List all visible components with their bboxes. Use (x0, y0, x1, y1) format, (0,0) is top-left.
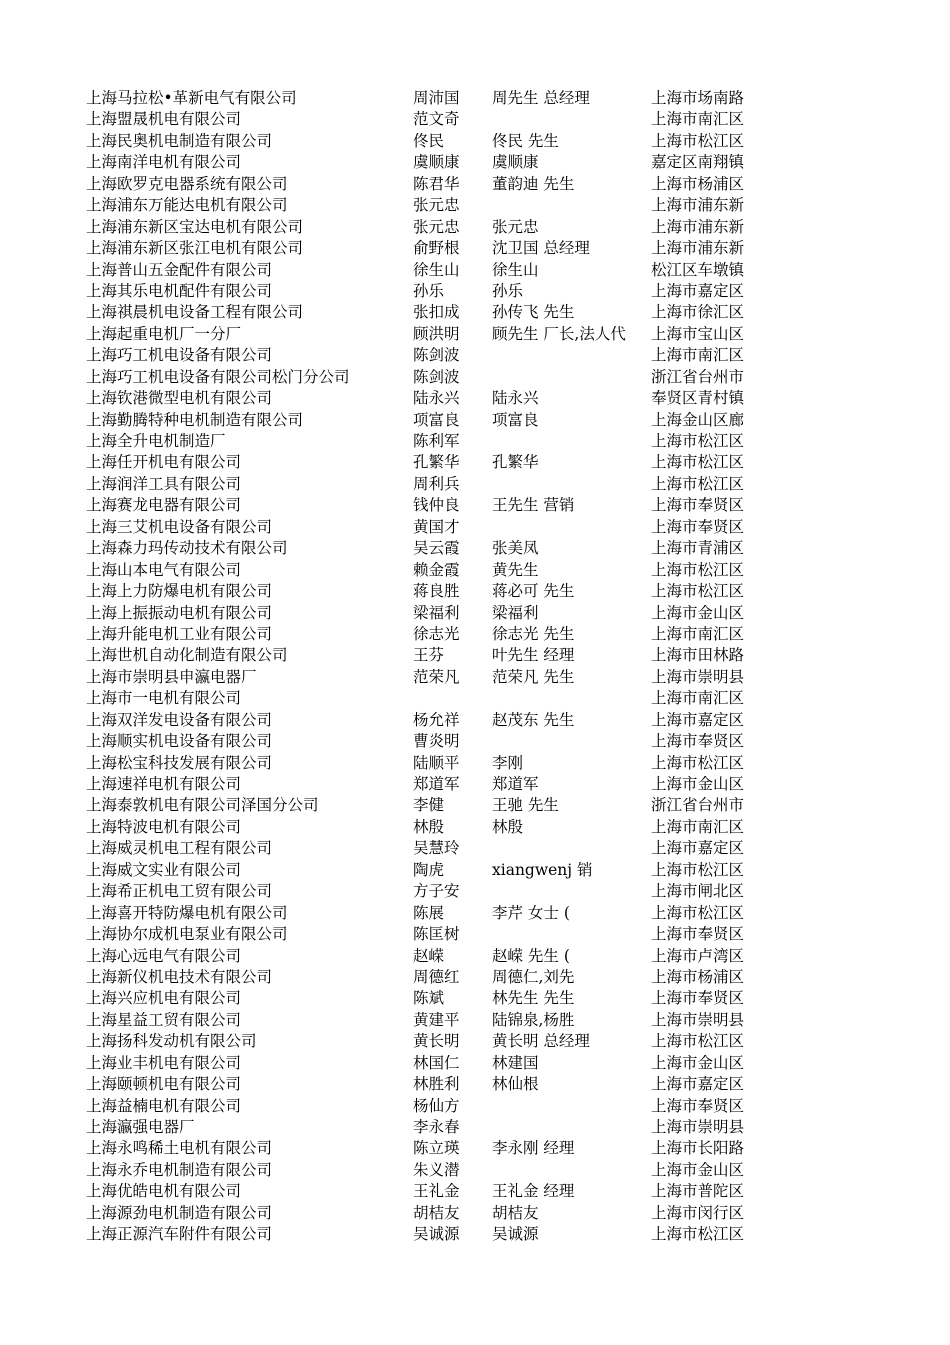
company-name-cell: 上海威文实业有限公司 (86, 860, 242, 879)
legal-rep-cell: 陈立瑛 (413, 1139, 460, 1158)
address-cell: 上海金山区廊 (651, 410, 745, 429)
company-name-cell: 上海浦东新区张江电机有限公司 (86, 239, 304, 258)
address-cell: 奉贤区青村镇 (651, 389, 745, 408)
address-cell: 上海市松江区 (651, 860, 745, 879)
contact-cell: 项富良 (492, 410, 539, 429)
company-name-cell: 上海永鸣稀土电机有限公司 (86, 1139, 273, 1158)
table-row (0, 174, 950, 195)
legal-rep-cell: 陆永兴 (413, 389, 460, 408)
legal-rep-cell: 项富良 (413, 410, 460, 429)
address-cell: 上海市青浦区 (651, 539, 745, 558)
contact-cell: 林殷 (492, 817, 524, 836)
legal-rep-cell: 方子安 (413, 882, 460, 901)
company-name-cell: 上海协尔成机电泵业有限公司 (86, 925, 288, 944)
address-cell: 嘉定区南翔镇 (651, 153, 745, 172)
table-row (0, 431, 950, 452)
contact-cell: 李永刚 经理 (492, 1139, 575, 1158)
table-row (0, 88, 950, 109)
table-row (0, 1224, 950, 1245)
address-cell: 上海市崇明县 (651, 1118, 745, 1136)
contact-cell: 周德仁,刘先 (492, 967, 575, 986)
company-name-cell: 上海钦港微型电机有限公司 (86, 389, 273, 408)
table-row (0, 452, 950, 473)
table-row (0, 152, 950, 173)
table-row (0, 710, 950, 731)
contact-cell: 赵茂东 先生 (492, 710, 575, 729)
table-row (0, 1053, 950, 1074)
legal-rep-cell: 陶虎 (413, 860, 445, 879)
contact-cell: 黄先生 (492, 560, 539, 579)
contact-cell: 王驰 先生 (492, 796, 559, 815)
contact-cell: 叶先生 经理 (492, 646, 575, 665)
table-row (0, 281, 950, 302)
company-name-cell: 上海浦东新区宝达电机有限公司 (86, 217, 304, 236)
company-name-cell: 上海马拉松•革新电气有限公司 (86, 89, 297, 107)
contact-cell: 黄长明 总经理 (492, 1032, 590, 1051)
company-name-cell: 上海欧罗克电器系统有限公司 (86, 174, 288, 193)
legal-rep-cell: 黄长明 (413, 1032, 460, 1051)
company-name-cell: 上海南洋电机有限公司 (86, 153, 242, 172)
company-name-cell: 上海任开机电有限公司 (86, 453, 242, 472)
table-row (0, 946, 950, 967)
legal-rep-cell: 林殷 (413, 817, 445, 836)
legal-rep-cell: 李永春 (413, 1118, 460, 1136)
company-name-cell: 上海民奥机电制造有限公司 (86, 131, 273, 150)
table-row (0, 324, 950, 345)
address-cell: 上海市松江区 (651, 560, 745, 579)
address-cell: 上海市南汇区 (651, 689, 745, 708)
table-row (0, 260, 950, 281)
address-cell: 上海市南汇区 (651, 817, 745, 836)
address-cell: 上海市松江区 (651, 753, 745, 772)
table-row (0, 109, 950, 130)
legal-rep-cell: 佟民 (413, 131, 445, 150)
company-name-cell: 上海起重电机厂一分厂 (86, 324, 242, 343)
contact-cell: 吴诚源 (492, 1225, 539, 1244)
company-name-cell: 上海市崇明县申瀛电器厂 (86, 667, 257, 686)
table-row (0, 217, 950, 238)
address-cell: 上海市浦东新 (651, 217, 745, 236)
legal-rep-cell: 陈君华 (413, 174, 460, 193)
address-cell: 上海市南汇区 (651, 624, 745, 643)
legal-rep-cell: 陈剑波 (413, 367, 460, 386)
company-name-cell: 上海业丰机电有限公司 (86, 1053, 242, 1072)
table-row (0, 1031, 950, 1052)
contact-cell: 顾先生 厂长,法人代 (492, 324, 626, 343)
address-cell: 上海市长阳路 (651, 1139, 745, 1158)
contact-cell: 王礼金 经理 (492, 1182, 575, 1201)
table-row (0, 131, 950, 152)
address-cell: 上海市闵行区 (651, 1203, 745, 1222)
legal-rep-cell: 朱义潜 (413, 1160, 460, 1179)
company-name-cell: 上海星益工贸有限公司 (86, 1010, 242, 1029)
company-name-cell: 上海浦东万能达电机有限公司 (86, 196, 288, 215)
table-row (0, 817, 950, 838)
company-name-cell: 上海速祥电机有限公司 (86, 775, 242, 793)
legal-rep-cell: 徐生山 (413, 260, 460, 279)
company-name-cell: 上海顺实机电设备有限公司 (86, 732, 273, 751)
table-row (0, 410, 950, 431)
table-row (0, 517, 950, 538)
company-name-cell: 上海上力防爆电机有限公司 (86, 582, 273, 601)
address-cell: 上海市徐汇区 (651, 303, 745, 322)
address-cell: 上海市松江区 (651, 131, 745, 150)
address-cell: 上海市奉贤区 (651, 732, 745, 751)
company-name-cell: 上海祺晨机电设备工程有限公司 (86, 303, 304, 322)
contact-cell: 郑道军 (492, 775, 539, 793)
contact-cell: 范荣凡 先生 (492, 667, 575, 686)
contact-cell: 赵嵘 先生 ( (492, 946, 570, 965)
contact-cell: 李刚 (492, 753, 524, 772)
address-cell: 上海市南汇区 (651, 346, 745, 365)
company-name-cell: 上海新仪机电技术有限公司 (86, 967, 273, 986)
contact-cell: 张元忠 (492, 217, 539, 236)
table-row (0, 538, 950, 559)
company-name-cell: 上海希正机电工贸有限公司 (86, 882, 273, 901)
address-cell: 上海市金山区 (651, 1053, 745, 1072)
table-row (0, 1117, 950, 1138)
contact-cell: 陆永兴 (492, 389, 539, 408)
address-cell: 上海市奉贤区 (651, 989, 745, 1008)
table-row (0, 1010, 950, 1031)
legal-rep-cell: 王芬 (413, 646, 445, 665)
table-row (0, 667, 950, 688)
address-cell: 上海市金山区 (651, 1160, 745, 1179)
legal-rep-cell: 蒋良胜 (413, 582, 460, 601)
company-name-cell: 上海优皓电机有限公司 (86, 1182, 242, 1201)
company-name-cell: 上海上振振动电机有限公司 (86, 603, 273, 622)
table-row (0, 1138, 950, 1159)
legal-rep-cell: 郑道军 (413, 775, 460, 793)
company-name-cell: 上海永乔电机制造有限公司 (86, 1160, 273, 1179)
address-cell: 上海市松江区 (651, 432, 745, 450)
address-cell: 浙江省台州市 (651, 796, 745, 815)
address-cell: 上海市松江区 (651, 903, 745, 922)
legal-rep-cell: 陈斌 (413, 989, 445, 1008)
address-cell: 上海市场南路 (651, 89, 745, 107)
legal-rep-cell: 杨仙方 (413, 1096, 460, 1115)
table-row (0, 1096, 950, 1117)
company-name-cell: 上海赛龙电器有限公司 (86, 496, 242, 515)
table-row (0, 688, 950, 709)
address-cell: 上海市宝山区 (651, 324, 745, 343)
contact-cell: 孙传飞 先生 (492, 303, 575, 322)
legal-rep-cell: 陈匡树 (413, 925, 460, 944)
legal-rep-cell: 陆顺平 (413, 753, 460, 772)
address-cell: 上海市闸北区 (651, 882, 745, 901)
company-name-cell: 上海普山五金配件有限公司 (86, 260, 273, 279)
address-cell: 上海市杨浦区 (651, 967, 745, 986)
company-name-cell: 上海喜开特防爆电机有限公司 (86, 903, 288, 922)
legal-rep-cell: 黄国才 (413, 517, 460, 536)
table-row (0, 881, 950, 902)
table-row (0, 988, 950, 1009)
legal-rep-cell: 张元忠 (413, 196, 460, 215)
legal-rep-cell: 吴诚源 (413, 1225, 460, 1244)
legal-rep-cell: 赵嵘 (413, 946, 445, 965)
address-cell: 上海市卢湾区 (651, 946, 745, 965)
address-cell: 上海市嘉定区 (651, 1075, 745, 1094)
contact-cell: 孔繁华 (492, 453, 539, 472)
address-cell: 上海市金山区 (651, 775, 745, 793)
legal-rep-cell: 孔繁华 (413, 453, 460, 472)
company-name-cell: 上海兴应机电有限公司 (86, 989, 242, 1008)
contact-cell: 胡桔友 (492, 1203, 539, 1222)
company-name-cell: 上海益楠电机有限公司 (86, 1096, 242, 1115)
address-cell: 上海市杨浦区 (651, 174, 745, 193)
address-cell: 上海市金山区 (651, 603, 745, 622)
company-name-cell: 上海市一电机有限公司 (86, 689, 242, 708)
legal-rep-cell: 梁福利 (413, 603, 460, 622)
contact-cell: 张美凤 (492, 539, 539, 558)
address-cell: 上海市普陀区 (651, 1182, 745, 1201)
contact-cell: 董韵迪 先生 (492, 174, 575, 193)
legal-rep-cell: 周沛国 (413, 89, 460, 107)
legal-rep-cell: 王礼金 (413, 1182, 460, 1201)
legal-rep-cell: 赖金霞 (413, 560, 460, 579)
contact-cell: 徐生山 (492, 260, 539, 279)
legal-rep-cell: 陈展 (413, 903, 445, 922)
legal-rep-cell: 陈利军 (413, 432, 460, 450)
address-cell: 上海市浦东新 (651, 239, 745, 258)
company-name-cell: 上海心远电气有限公司 (86, 946, 242, 965)
company-name-cell: 上海润洋工具有限公司 (86, 474, 242, 493)
company-name-cell: 上海松宝科技发展有限公司 (86, 753, 273, 772)
table-row (0, 195, 950, 216)
table-row (0, 388, 950, 409)
legal-rep-cell: 林胜利 (413, 1075, 460, 1094)
address-cell: 上海市嘉定区 (651, 839, 745, 858)
table-row (0, 967, 950, 988)
address-cell: 上海市南汇区 (651, 110, 745, 129)
table-row (0, 474, 950, 495)
table-row (0, 560, 950, 581)
table-row (0, 581, 950, 602)
address-cell: 上海市田林路 (651, 646, 745, 665)
table-row (0, 903, 950, 924)
company-name-cell: 上海巧工机电设备有限公司 (86, 346, 273, 365)
address-cell: 上海市浦东新 (651, 196, 745, 215)
company-name-cell: 上海勤腾特种电机制造有限公司 (86, 410, 304, 429)
company-name-cell: 上海世机自动化制造有限公司 (86, 646, 288, 665)
address-cell: 松江区车墩镇 (651, 260, 745, 279)
address-cell: 上海市松江区 (651, 1032, 745, 1051)
legal-rep-cell: 范文奇 (413, 110, 460, 129)
legal-rep-cell: 杨允祥 (413, 710, 460, 729)
company-list-sheet (0, 88, 950, 1246)
legal-rep-cell: 张元忠 (413, 217, 460, 236)
contact-cell: 虞顺康 (492, 153, 539, 172)
address-cell: 上海市松江区 (651, 582, 745, 601)
contact-cell: 陆锦泉,杨胜 (492, 1010, 575, 1029)
legal-rep-cell: 黄建平 (413, 1010, 460, 1029)
address-cell: 浙江省台州市 (651, 367, 745, 386)
legal-rep-cell: 顾洪明 (413, 324, 460, 343)
legal-rep-cell: 虞顺康 (413, 153, 460, 172)
company-name-cell: 上海扬科发动机有限公司 (86, 1032, 257, 1051)
table-row (0, 645, 950, 666)
legal-rep-cell: 范荣凡 (413, 667, 460, 686)
company-name-cell: 上海三艾机电设备有限公司 (86, 517, 273, 536)
address-cell: 上海市奉贤区 (651, 496, 745, 515)
table-row (0, 302, 950, 323)
contact-cell: 林仙根 (492, 1075, 539, 1094)
company-name-cell: 上海全升电机制造厂 (86, 432, 226, 450)
legal-rep-cell: 吴慧玲 (413, 839, 460, 858)
table-row (0, 731, 950, 752)
table-row (0, 345, 950, 366)
contact-cell: 林建国 (492, 1053, 539, 1072)
address-cell: 上海市奉贤区 (651, 925, 745, 944)
table-row (0, 495, 950, 516)
company-name-cell: 上海双洋发电设备有限公司 (86, 710, 273, 729)
address-cell: 上海市松江区 (651, 1225, 745, 1244)
company-name-cell: 上海山本电气有限公司 (86, 560, 242, 579)
table-row (0, 1074, 950, 1095)
legal-rep-cell: 周德红 (413, 967, 460, 986)
contact-cell: 梁福利 (492, 603, 539, 622)
company-name-cell: 上海瀛强电器厂 (86, 1118, 195, 1136)
legal-rep-cell: 林国仁 (413, 1053, 460, 1072)
contact-cell: 周先生 总经理 (492, 89, 590, 107)
legal-rep-cell: 孙乐 (413, 281, 445, 300)
company-name-cell: 上海巧工机电设备有限公司松门分公司 (86, 367, 350, 386)
contact-cell: 蒋必可 先生 (492, 582, 575, 601)
table-row (0, 1181, 950, 1202)
legal-rep-cell: 周利兵 (413, 474, 460, 493)
company-name-cell: 上海森力玛传动技术有限公司 (86, 539, 288, 558)
table-row (0, 603, 950, 624)
address-cell: 上海市崇明县 (651, 1010, 745, 1029)
company-name-cell: 上海源劲电机制造有限公司 (86, 1203, 273, 1222)
address-cell: 上海市松江区 (651, 453, 745, 472)
company-name-cell: 上海升能电机工业有限公司 (86, 624, 273, 643)
legal-rep-cell: 曹炎明 (413, 732, 460, 751)
contact-cell: 王先生 营销 (492, 496, 575, 515)
legal-rep-cell: 李健 (413, 796, 445, 815)
table-row (0, 753, 950, 774)
company-name-cell: 上海其乐电机配件有限公司 (86, 281, 273, 300)
address-cell: 上海市松江区 (651, 474, 745, 493)
table-row (0, 924, 950, 945)
contact-cell: xiangwenj 销 (492, 860, 593, 879)
legal-rep-cell: 胡桔友 (413, 1203, 460, 1222)
legal-rep-cell: 张扣成 (413, 303, 460, 322)
contact-cell: 佟民 先生 (492, 131, 559, 150)
address-cell: 上海市崇明县 (651, 667, 745, 686)
table-row (0, 1203, 950, 1224)
table-row (0, 774, 950, 795)
table-row (0, 367, 950, 388)
legal-rep-cell: 钱仲良 (413, 496, 460, 515)
contact-cell: 林先生 先生 (492, 989, 575, 1008)
company-name-cell: 上海威灵机电工程有限公司 (86, 839, 273, 858)
company-name-cell: 上海泰敦机电有限公司泽国分公司 (86, 796, 319, 815)
table-row (0, 624, 950, 645)
company-name-cell: 上海正源汽车附件有限公司 (86, 1225, 273, 1244)
legal-rep-cell: 俞野根 (413, 239, 460, 258)
table-row (0, 860, 950, 881)
table-row (0, 795, 950, 816)
address-cell: 上海市嘉定区 (651, 710, 745, 729)
address-cell: 上海市奉贤区 (651, 1096, 745, 1115)
company-name-cell: 上海颐顿机电有限公司 (86, 1075, 242, 1094)
company-name-cell: 上海特波电机有限公司 (86, 817, 242, 836)
address-cell: 上海市嘉定区 (651, 281, 745, 300)
legal-rep-cell: 吴云霞 (413, 539, 460, 558)
contact-cell: 沈卫国 总经理 (492, 239, 590, 258)
legal-rep-cell: 徐志光 (413, 624, 460, 643)
table-row (0, 238, 950, 259)
legal-rep-cell: 陈剑波 (413, 346, 460, 365)
contact-cell: 徐志光 先生 (492, 624, 575, 643)
table-row (0, 838, 950, 859)
address-cell: 上海市奉贤区 (651, 517, 745, 536)
company-name-cell: 上海盟晟机电有限公司 (86, 110, 242, 129)
table-row (0, 1160, 950, 1181)
contact-cell: 李芹 女士 ( (492, 903, 570, 922)
contact-cell: 孙乐 (492, 281, 524, 300)
